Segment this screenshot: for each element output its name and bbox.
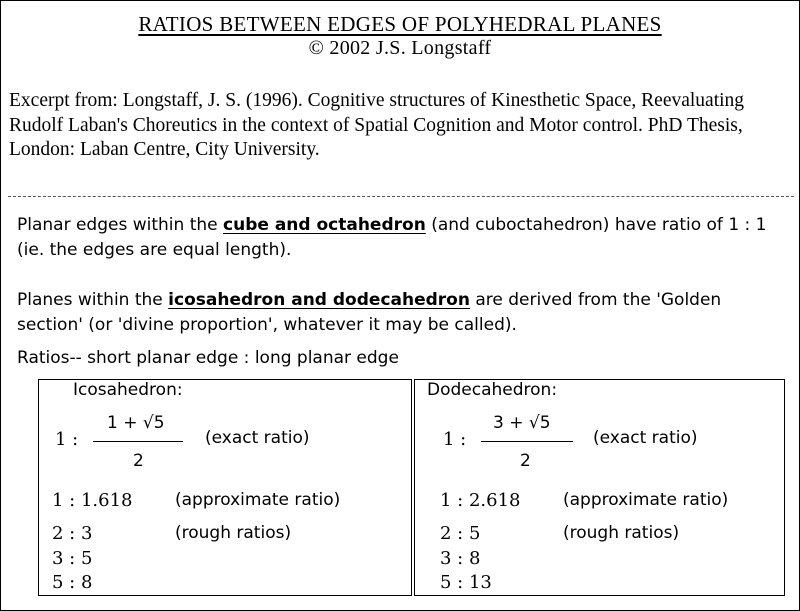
dodeca-approx-label: (approximate ratio): [563, 490, 729, 510]
dodeca-rough-3: 5 : 13: [440, 572, 492, 593]
para1-after: (and cuboctahedron) have ratio of 1 : 1 (ie. the edges are equal length).: [17, 215, 767, 260]
icosa-denominator: 2: [133, 451, 144, 471]
icosa-numerator: 1 + √5: [107, 413, 165, 433]
dodeca-rough-label: (rough ratios): [563, 523, 680, 543]
dodeca-approx-ratio: 1 : 2.618: [440, 490, 521, 511]
para1-before: Planar edges within the: [17, 215, 224, 235]
icosa-rough-label: (rough ratios): [175, 523, 292, 543]
icosa-fraction-bar: [93, 441, 183, 442]
icosa-rough-3: 5 : 8: [52, 572, 93, 593]
icosa-dodeca-paragraph: [17, 288, 792, 338]
dodeca-exact-lead: 1 :: [443, 429, 467, 450]
para1-highlight: cube and octahedron: [223, 215, 426, 235]
dodeca-exact-label: (exact ratio): [593, 428, 698, 448]
page-title: RATIOS BETWEEN EDGES OF POLYHEDRAL PLANES: [138, 12, 662, 36]
icosa-rough-2: 3 : 5: [52, 548, 93, 569]
icosa-rough-1: 2 : 3: [52, 523, 93, 544]
icosahedron-title: Icosahedron:: [73, 380, 183, 400]
cube-octahedron-paragraph: [17, 213, 792, 263]
dodeca-numerator: 3 + √5: [493, 413, 551, 433]
para2-highlight: icosahedron and dodecahedron: [168, 290, 470, 310]
para2-after: are derived from the 'Golden section' (or 'divine proportion', whatever it may be called).: [17, 290, 722, 335]
dodeca-denominator: 2: [520, 451, 531, 471]
para2-before: Planes within the: [17, 290, 169, 310]
dashed-divider: [8, 196, 794, 197]
excerpt-citation: Excerpt from: Longstaff, J. S. (1996). Cognitive structures of Kinesthetic Space, Reevaluating Rudolf Laban's Choreutics in the context of Spatial Cognition and Motor control. PhD Thesis, London: Laban Centre, City University.: [9, 90, 745, 160]
dodecahedron-title: Dodecahedron:: [427, 380, 558, 400]
dodeca-rough-1: 2 : 5: [440, 523, 481, 544]
icosa-approx-label: (approximate ratio): [175, 490, 341, 510]
dodeca-rough-2: 3 : 8: [440, 548, 481, 569]
icosa-exact-label: (exact ratio): [205, 428, 310, 448]
copyright-line: © 2002 J.S. Longstaff: [308, 37, 492, 59]
icosa-approx-ratio: 1 : 1.618: [52, 490, 133, 511]
ratios-label: Ratios-- short planar edge : long planar edge: [17, 348, 399, 368]
icosahedron-box: [38, 379, 412, 596]
dodeca-fraction-bar: [481, 441, 573, 442]
icosa-exact-lead: 1 :: [55, 429, 79, 450]
